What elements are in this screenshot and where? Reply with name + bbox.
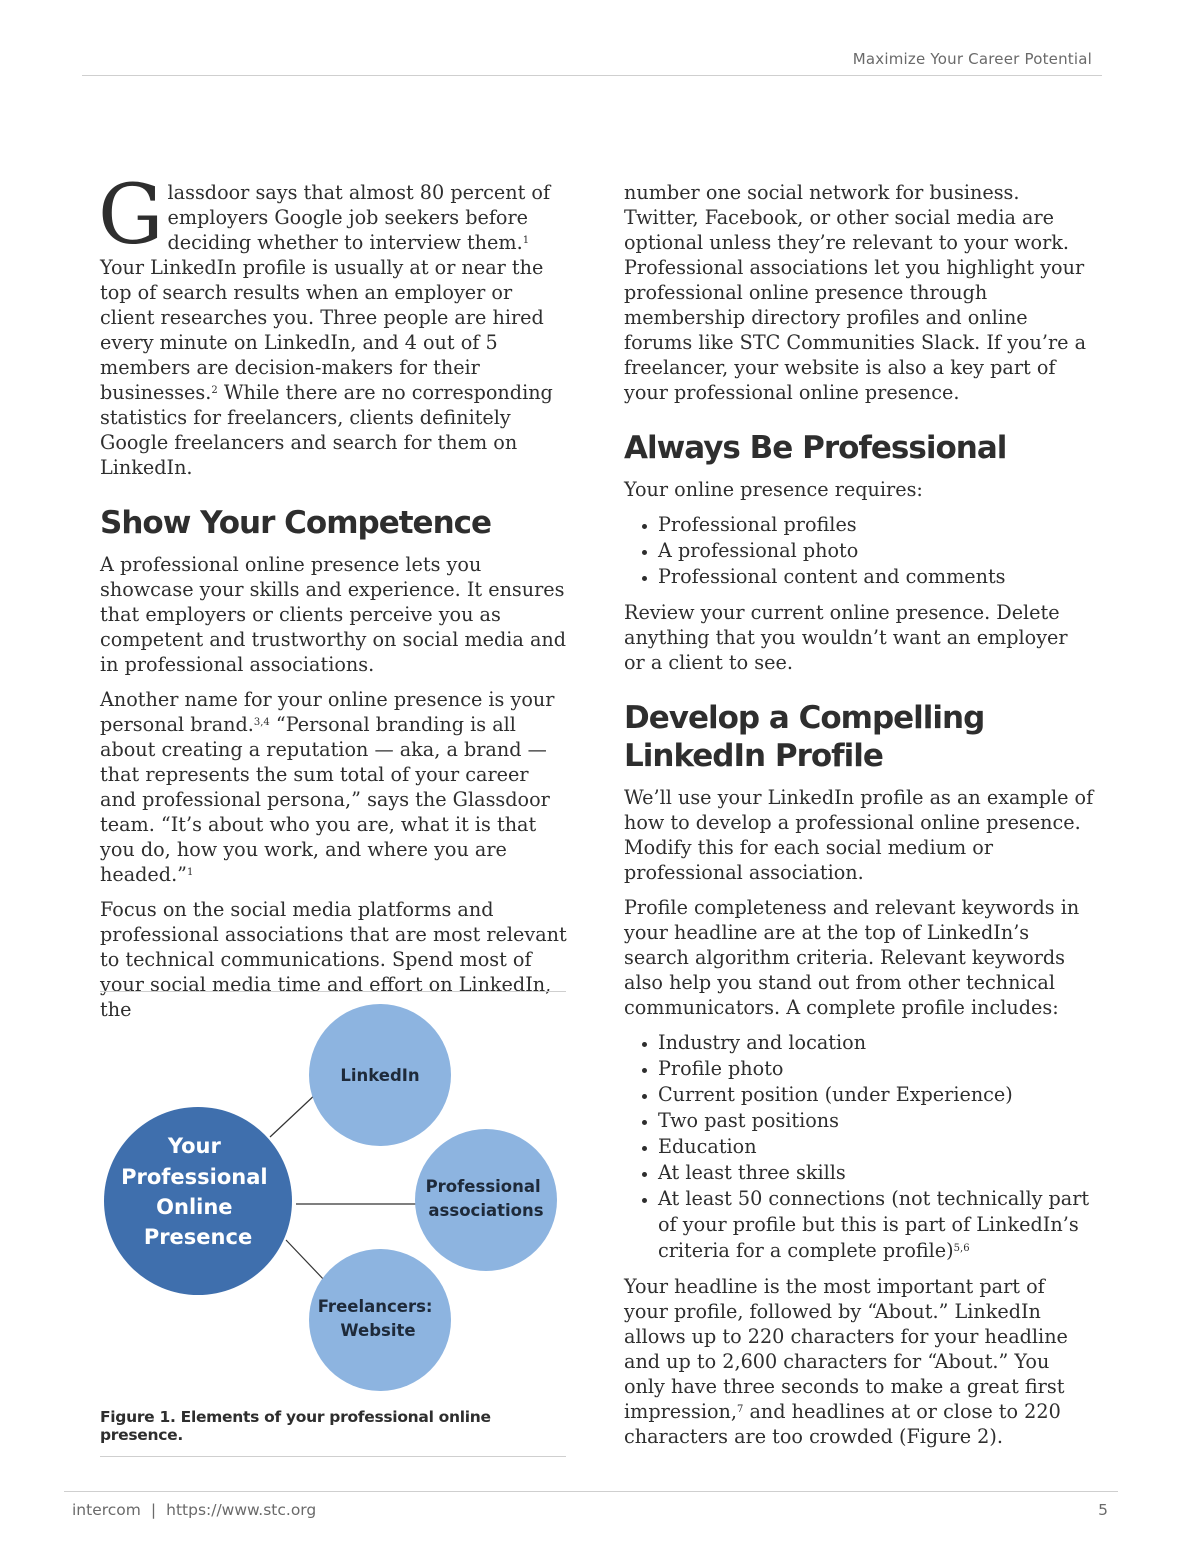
list-item: • Industry and location bbox=[658, 1030, 1094, 1056]
intro-text-1: lassdoor says that almost 80 percent of employers Google job seekers before deciding whether to interview them. bbox=[167, 181, 551, 254]
list-item: • Profile photo bbox=[658, 1056, 1094, 1082]
linkedin-paragraph-2: Profile completeness and relevant keywords in your headline are at the top of LinkedIn’s search algorithm criteria. Relevant keywords also help you stand out from other technical communicators. A complete profile includes: bbox=[624, 896, 1080, 1019]
node-label-linkedin: LinkedIn bbox=[340, 1066, 420, 1085]
professional-review: Review your current online presence. Delete anything that you wouldn’t want an employer or a client to see. bbox=[624, 601, 1068, 674]
center-label-line: Professional bbox=[121, 1165, 268, 1189]
footnote-ref: 3,4 bbox=[253, 717, 270, 728]
publication-name: intercom bbox=[72, 1501, 141, 1519]
continuation-paragraph: number one social network for business. Twitter, Facebook, or other social media are optional unless they’re relevant to your work. Professional associations let you highlight your professional online presence through membership directory profiles and online forums like STC Communities Slack. If you’re a freelancer, your website is also a key part of your professional online presence. bbox=[624, 181, 1087, 404]
competence-paragraph-1: A professional online presence lets you showcase your skills and experience. It ensures that employers or clients perceive you as competent and trustworthy on social media and in professional associations. bbox=[100, 553, 567, 676]
list-item-text: At least 50 connections (not technically part of your profile but this is part of LinkedIn’s criteria for a complete profile) bbox=[658, 1187, 1090, 1262]
profile-list bbox=[624, 1030, 1094, 1264]
heading-line: LinkedIn Profile bbox=[624, 738, 883, 774]
heading-show-competence: Show Your Competence bbox=[100, 505, 492, 541]
intro-paragraph bbox=[98, 168, 568, 480]
heading-always-be-professional: Always Be Professional bbox=[624, 430, 1007, 466]
competence-p2-text-1: Another name for your online presence is your personal brand. bbox=[100, 688, 555, 736]
list-item: • Education bbox=[658, 1134, 1094, 1160]
running-header: Maximize Your Career Potential bbox=[852, 50, 1092, 68]
list-item: • Current position (under Experience) bbox=[658, 1082, 1094, 1108]
page-number: 5 bbox=[1098, 1501, 1108, 1519]
node-circle-associations bbox=[415, 1129, 557, 1271]
center-label-line: Your bbox=[167, 1134, 221, 1158]
center-label-line: Presence bbox=[143, 1225, 253, 1249]
node-circle-website bbox=[309, 1249, 451, 1391]
linkedin-paragraph-1: We’ll use your LinkedIn profile as an example of how to develop a professional online presence. Modify this for each social medium or professional association. bbox=[624, 786, 1094, 884]
presence-diagram bbox=[100, 992, 566, 1402]
intro-text-3: While there are no corresponding statistics for freelancers, clients definitely Google freelancers and search for them on LinkedIn. bbox=[100, 381, 553, 479]
footnote-ref: 1 bbox=[186, 867, 194, 878]
professional-intro: Your online presence requires: bbox=[624, 478, 923, 501]
footnote-ref: 2 bbox=[211, 385, 218, 396]
footer-separator: | bbox=[150, 1501, 157, 1519]
list-item: • At least three skills bbox=[658, 1160, 1094, 1186]
heading-line: Develop a Compelling bbox=[624, 700, 985, 736]
list-item: • A professional photo bbox=[658, 538, 1094, 564]
headline-text-1: Your headline is the most important part of your profile, followed by “About.” LinkedIn allows up to 220 characters for your headline and up to 2,600 characters for “About.” You only have three seconds to make a great first impression, bbox=[624, 1275, 1068, 1423]
node-label-website: Freelancers: Website bbox=[317, 1297, 433, 1340]
left-column bbox=[98, 168, 568, 1032]
footer-url[interactable]: https://www.stc.org bbox=[166, 1501, 317, 1519]
headline-paragraph bbox=[624, 1274, 1094, 1449]
competence-paragraph-3: Focus on the social media platforms and professional associations that are most relevant to technical communications. Spend most of your social media time and effort on LinkedIn, the bbox=[100, 898, 567, 1021]
node-label-associations: Professional associations bbox=[425, 1177, 544, 1220]
footer-divider bbox=[64, 1491, 1118, 1492]
heading-develop-linkedin-profile bbox=[624, 699, 1094, 775]
intro-text-2: Your LinkedIn profile is usually at or near the top of search results when an employer or client researches you. Three people are hired every minute on LinkedIn, and 4 out of 5 members are decision-makers for their businesses. bbox=[100, 256, 544, 404]
drop-cap: G bbox=[98, 168, 164, 263]
header-divider bbox=[82, 75, 1102, 76]
list-item bbox=[658, 1186, 1094, 1264]
competence-p2-text-2: “Personal branding is all about creating a reputation — aka, a brand — that represents the sum total of your career and professional persona,” says the Glassdoor team. “It’s about who you are, what it is that you do, how you work, and where you are headed.” bbox=[100, 713, 550, 886]
figure-online-presence bbox=[100, 991, 566, 1457]
figure-caption: Figure 1. Elements of your professional online presence. bbox=[100, 1408, 491, 1444]
list-item: • Two past positions bbox=[658, 1108, 1094, 1134]
footnote-ref: 7 bbox=[736, 1404, 744, 1415]
right-column bbox=[624, 180, 1094, 1459]
competence-paragraph-2 bbox=[100, 687, 568, 887]
center-label-line: Online bbox=[156, 1195, 233, 1219]
professional-list bbox=[624, 512, 1094, 590]
list-item: • Professional content and comments bbox=[658, 564, 1094, 590]
list-item: • Professional profiles bbox=[658, 512, 1094, 538]
connector-website bbox=[286, 1240, 326, 1282]
connector-linkedin bbox=[270, 1092, 318, 1137]
footnote-ref: 5,6 bbox=[953, 1243, 970, 1254]
footer-publication bbox=[72, 1501, 316, 1519]
headline-text-2: and headlines at or close to 220 characters are too crowded (Figure 2). bbox=[624, 1400, 1061, 1448]
footnote-ref: 1 bbox=[522, 235, 530, 246]
